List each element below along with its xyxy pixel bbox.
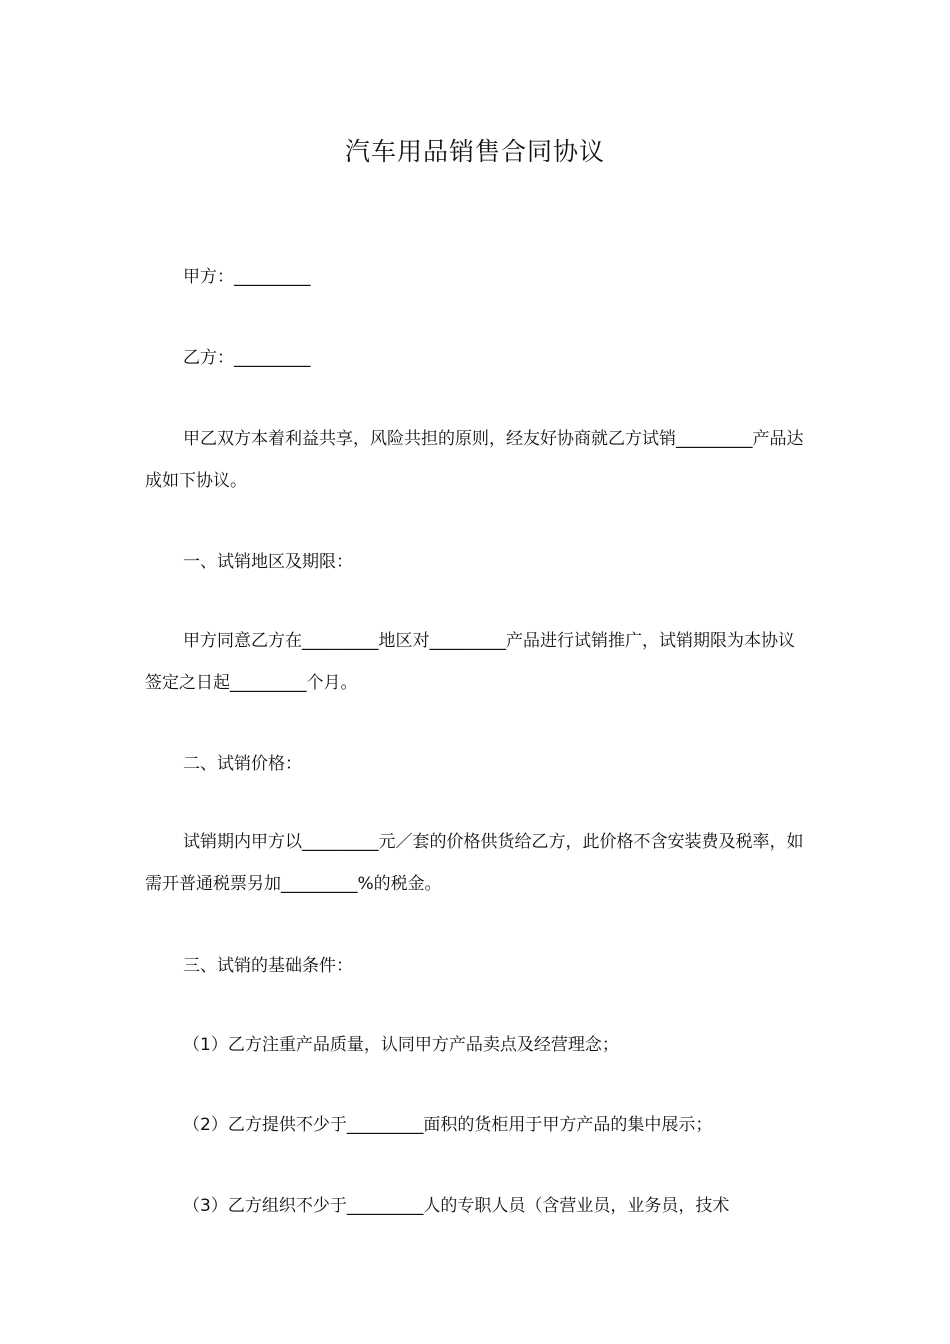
condition-1-item: （1）乙方注重产品质量，认同甲方产品卖点及经营理念； [183,1035,619,1055]
section-1-heading: 一、试销地区及期限： [183,552,353,572]
condition-2-item: （2）乙方提供不少于_________面积的货柜用于甲方产品的集中展示； [183,1115,713,1135]
condition-3-item: （3）乙方组织不少于_________人的专职人员（含营业员，业务员，技术 [183,1196,730,1216]
section-3-heading: 三、试销的基础条件： [183,956,353,976]
section-2-heading: 二、试销价格： [183,754,302,774]
section-1-paragraph: 甲方同意乙方在_________地区对_________产品进行试销推广，试销期限为本协议签定之日起_________个月。 [145,631,795,693]
document-title: 汽车用品销售合同协议 [344,137,605,166]
section-2-paragraph: 试销期内甲方以_________元／套的价格供货给乙方，此价格不含安装费及税率，如需开普通税票另加_________%的税金。 [145,832,804,894]
party-b-line: 乙方：_________ [183,348,311,368]
preamble-paragraph: 甲乙双方本着利益共享，风险共担的原则，经友好协商就乙方试销_________产品达成如下协议。 [145,429,804,491]
party-a-line: 甲方：_________ [183,267,311,287]
